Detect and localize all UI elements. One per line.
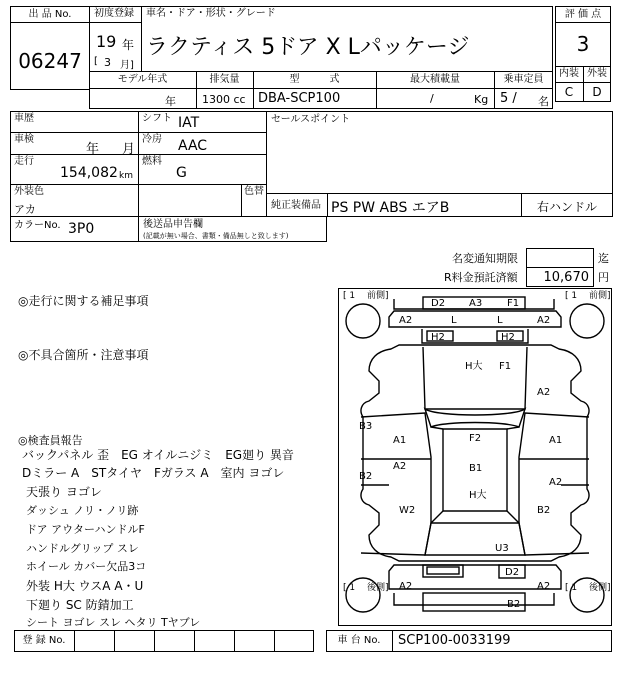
damage-label: A1 [393, 435, 407, 446]
ext-color-label: 外装色 [14, 186, 44, 197]
damage-diagram [338, 288, 612, 626]
damage-label: B3 [359, 421, 373, 432]
inspector-report-label: ◎検査員報告 [18, 434, 83, 447]
interior-grade: C [564, 85, 574, 99]
defects-label: ◎不具合箇所・注意事項 [18, 348, 149, 362]
inspector-line: Dミラー A STタイヤ Fガラス A 室内 ヨゴレ [22, 466, 285, 480]
damage-label: A2 [399, 581, 413, 592]
shaken-month-unit: 月 [122, 142, 136, 157]
shaken-year-unit: 年 [86, 142, 100, 157]
damage-label: A2 [537, 581, 551, 592]
sales-point-label: セールスポイント [271, 114, 351, 125]
damage-label: A2 [393, 461, 407, 472]
shift-value: IAT [178, 115, 200, 131]
displacement-label: 排気量 [209, 74, 240, 85]
deadline-unit: 迄 [598, 252, 609, 265]
ac-label: 冷房 [142, 134, 162, 145]
damage-label: D2 [505, 567, 520, 578]
color-change-label: 色替 [244, 186, 264, 197]
damage-label: B2 [359, 471, 373, 482]
recycle-amount: 10,670 [543, 270, 589, 285]
ext-color-value: アカ [14, 203, 36, 216]
damage-label: H大 [469, 490, 487, 501]
first-reg-month-unit: 月] [120, 60, 134, 71]
first-reg-label: 初度登録 [94, 8, 134, 19]
mileage-value: 154,082 [60, 165, 118, 181]
max-load-sep: / [430, 92, 434, 105]
capacity-label: 乗車定員 [503, 74, 544, 85]
exterior-label: 外装 [587, 68, 607, 79]
inspector-line: 外装 H大 ウスA A・U [26, 579, 144, 593]
model-type: DBA-SCP100 [258, 91, 341, 106]
first-reg-month: 3 [104, 56, 111, 69]
interior-label: 内装 [559, 68, 579, 79]
inspector-line: ハンドルグリップ スレ [26, 542, 139, 555]
reg-no-label: 登 録 No. [22, 635, 66, 646]
damage-label: F1 [507, 298, 520, 309]
exterior-grade: D [592, 85, 602, 99]
damage-label: L [451, 315, 457, 326]
inspector-line: シート ヨゴレ スレ ヘタリ Tヤブレ [26, 616, 201, 629]
max-load-unit: Kg [474, 93, 489, 106]
aftermarket-note: (記載が無い場合、書類・備品無しと致します) [143, 232, 289, 240]
recycle-label: R料金預託済額 [444, 271, 518, 284]
damage-label: F1 [499, 361, 512, 372]
fuel-label: 燃料 [142, 156, 162, 167]
inspector-line: ダッシュ ノリ・ノリ跡 [26, 504, 139, 517]
model-year-unit: 年 [165, 95, 176, 108]
car-name: ラクティス 5ドア X Lパッケージ [146, 35, 470, 60]
rear-right-bracket: [ 1 後側] [565, 583, 611, 593]
chassis-label: 車 台 No. [337, 635, 381, 646]
inspector-line: バックパネル 歪 EG オイルニジミ EG廻り 異音 [22, 448, 294, 462]
damage-label: A2 [549, 477, 563, 488]
first-reg-year-unit: 年 [122, 38, 135, 52]
mileage-unit: km [119, 171, 133, 181]
driving-notes-label: ◎走行に関する補足事項 [18, 294, 149, 308]
front-right-bracket: [ 1 前側] [565, 291, 611, 301]
damage-label: A2 [537, 387, 551, 398]
model-year-label: モデル年式 [117, 74, 168, 85]
equipment-value: PS PW ABS エアB [331, 200, 450, 216]
rear-left-bracket: [ 1 後側] [343, 583, 389, 593]
lot-label-cell [10, 6, 90, 23]
damage-label: H2 [501, 332, 515, 343]
aftermarket-label: 後送品申告欄 [143, 219, 203, 230]
shift-label: シフト [142, 113, 172, 124]
rating-label: 評 価 点 [564, 9, 602, 20]
fuel-value: G [176, 165, 187, 181]
damage-label: A2 [399, 315, 413, 326]
deadline-box [526, 248, 594, 268]
first-reg-year: 19 [96, 32, 117, 51]
color-no-label: カラーNo. [14, 220, 61, 231]
lot-number-cell [10, 22, 90, 90]
car-outline-svg [339, 289, 613, 627]
damage-label: A1 [549, 435, 563, 446]
recycle-box [526, 267, 594, 287]
inspector-line: 下廻り SC 防錆加工 [26, 598, 134, 612]
damage-label: F2 [469, 433, 482, 444]
damage-label: B2 [507, 599, 521, 610]
color-no-value: 3P0 [68, 221, 95, 237]
lot-number: 06247 [18, 49, 82, 73]
max-load-label: 最大積載量 [410, 74, 460, 85]
inspector-line: ドア アウターハンドルF [26, 523, 145, 536]
damage-label: U3 [495, 543, 509, 554]
lot-label: 出 品 No. [28, 9, 72, 20]
damage-label: H2 [431, 332, 445, 343]
damage-label: D2 [431, 298, 446, 309]
recycle-unit: 円 [598, 271, 609, 284]
chassis-number: SCP100-0033199 [398, 633, 511, 648]
deadline-label: 名変通知期限 [452, 252, 518, 265]
steering-value: 右ハンドル [536, 200, 597, 214]
damage-label: B2 [537, 505, 551, 516]
front-left-bracket: [ 1 前側] [343, 291, 389, 301]
history-label: 車歴 [14, 113, 34, 124]
damage-label: L [497, 315, 503, 326]
damage-label: H大 [465, 361, 483, 372]
capacity-unit: 名 [538, 95, 549, 108]
displacement-value: 1300 cc [202, 93, 246, 106]
mileage-label: 走行 [14, 156, 34, 167]
inspector-line: ホイール カバー欠品3コ [26, 560, 147, 573]
damage-label: W2 [399, 505, 416, 516]
damage-label: B1 [469, 463, 483, 474]
equipment-label: 純正装備品 [271, 200, 321, 211]
car-name-label: 車名・ドア・形状・グレード [146, 8, 276, 19]
shaken-label: 車検 [14, 134, 34, 145]
inspector-line: 天張り ヨゴレ [26, 485, 102, 499]
damage-label: A2 [537, 315, 551, 326]
month-bracket: [ [94, 56, 98, 67]
rating-score: 3 [576, 32, 590, 56]
capacity-value: 5 / [500, 91, 517, 106]
ac-value: AAC [178, 138, 208, 154]
type-label: 型 式 [289, 74, 340, 85]
damage-label: A3 [469, 298, 483, 309]
